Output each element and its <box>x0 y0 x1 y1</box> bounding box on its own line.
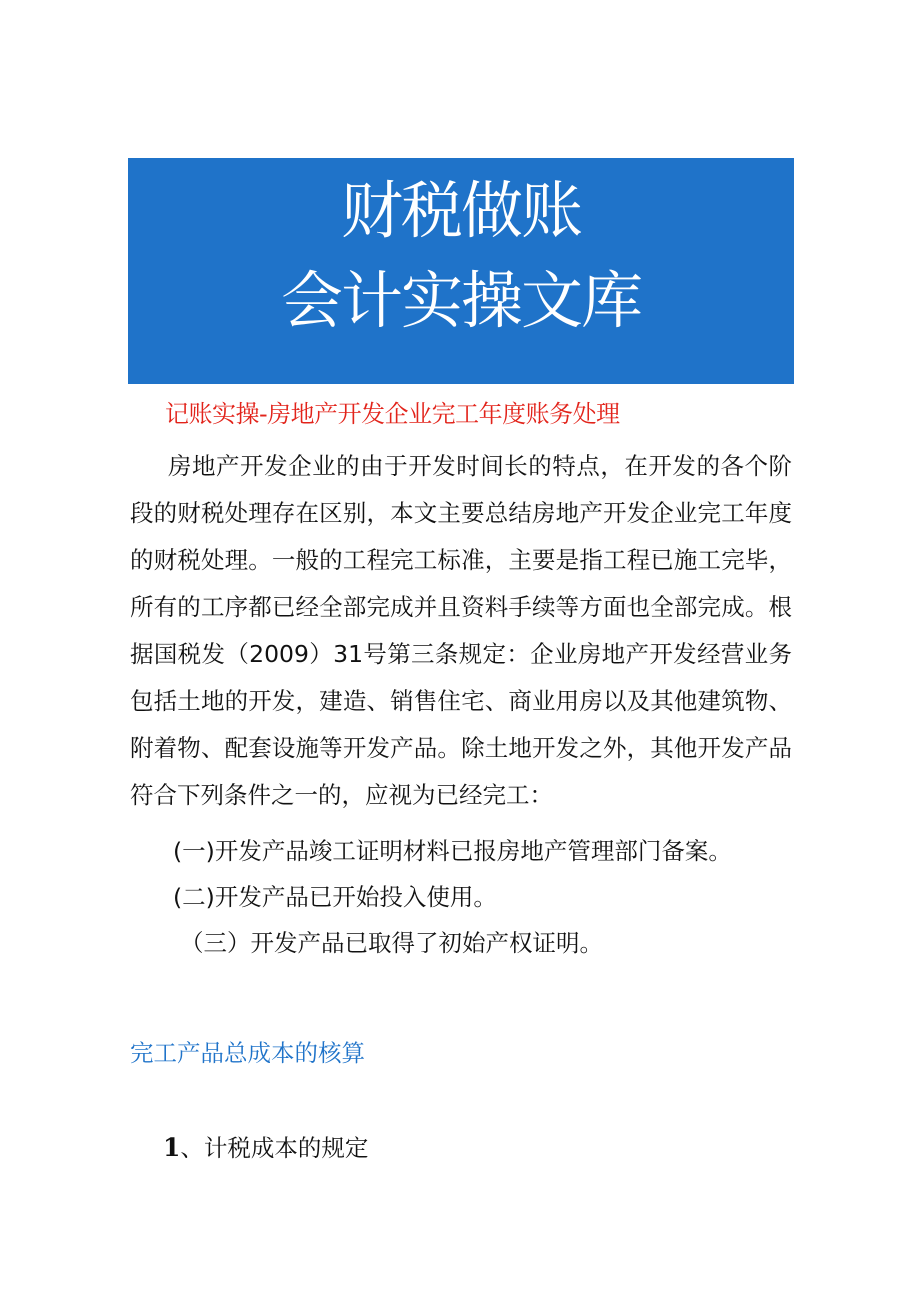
subsection-number: 1 <box>163 1133 181 1162</box>
intro-paragraph: 房地产开发企业的由于开发时间长的特点，在开发的各个阶段的财税处理存在区别，本文主要总结房地产开发企业完工年度的财税处理。一般的工程完工标准，主要是指工程已施工完毕，所有的工序都已经全部完成并且资料手续等方面也全部完成。根据国税发（2009）31号第三条规定：企业房地产开发经营业务包括土地的开发，建造、销售住宅、商业用房以及其他建筑物、附着物、配套设施等开发产品。除土地开发之外，其他开发产品符合下列条件之一的，应视为已经完工： <box>130 452 792 809</box>
banner-title-line-1: 财税做账 <box>340 174 581 247</box>
banner-title-line-2: 会计实操文库 <box>280 264 641 337</box>
title-banner <box>128 158 794 384</box>
subsection-text: 、计税成本的规定 <box>180 1134 369 1162</box>
article-subtitle: 记账实操-房地产开发企业完工年度账务处理 <box>165 400 620 428</box>
condition-item-1: (一)开发产品竣工证明材料已报房地产管理部门备案。 <box>173 837 732 865</box>
condition-item-2: (二)开发产品已开始投入使用。 <box>173 883 497 911</box>
section-heading: 完工产品总成本的核算 <box>130 1039 365 1067</box>
subsection-heading <box>163 1131 368 1165</box>
condition-item-3: （三）开发产品已取得了初始产权证明。 <box>180 929 603 957</box>
